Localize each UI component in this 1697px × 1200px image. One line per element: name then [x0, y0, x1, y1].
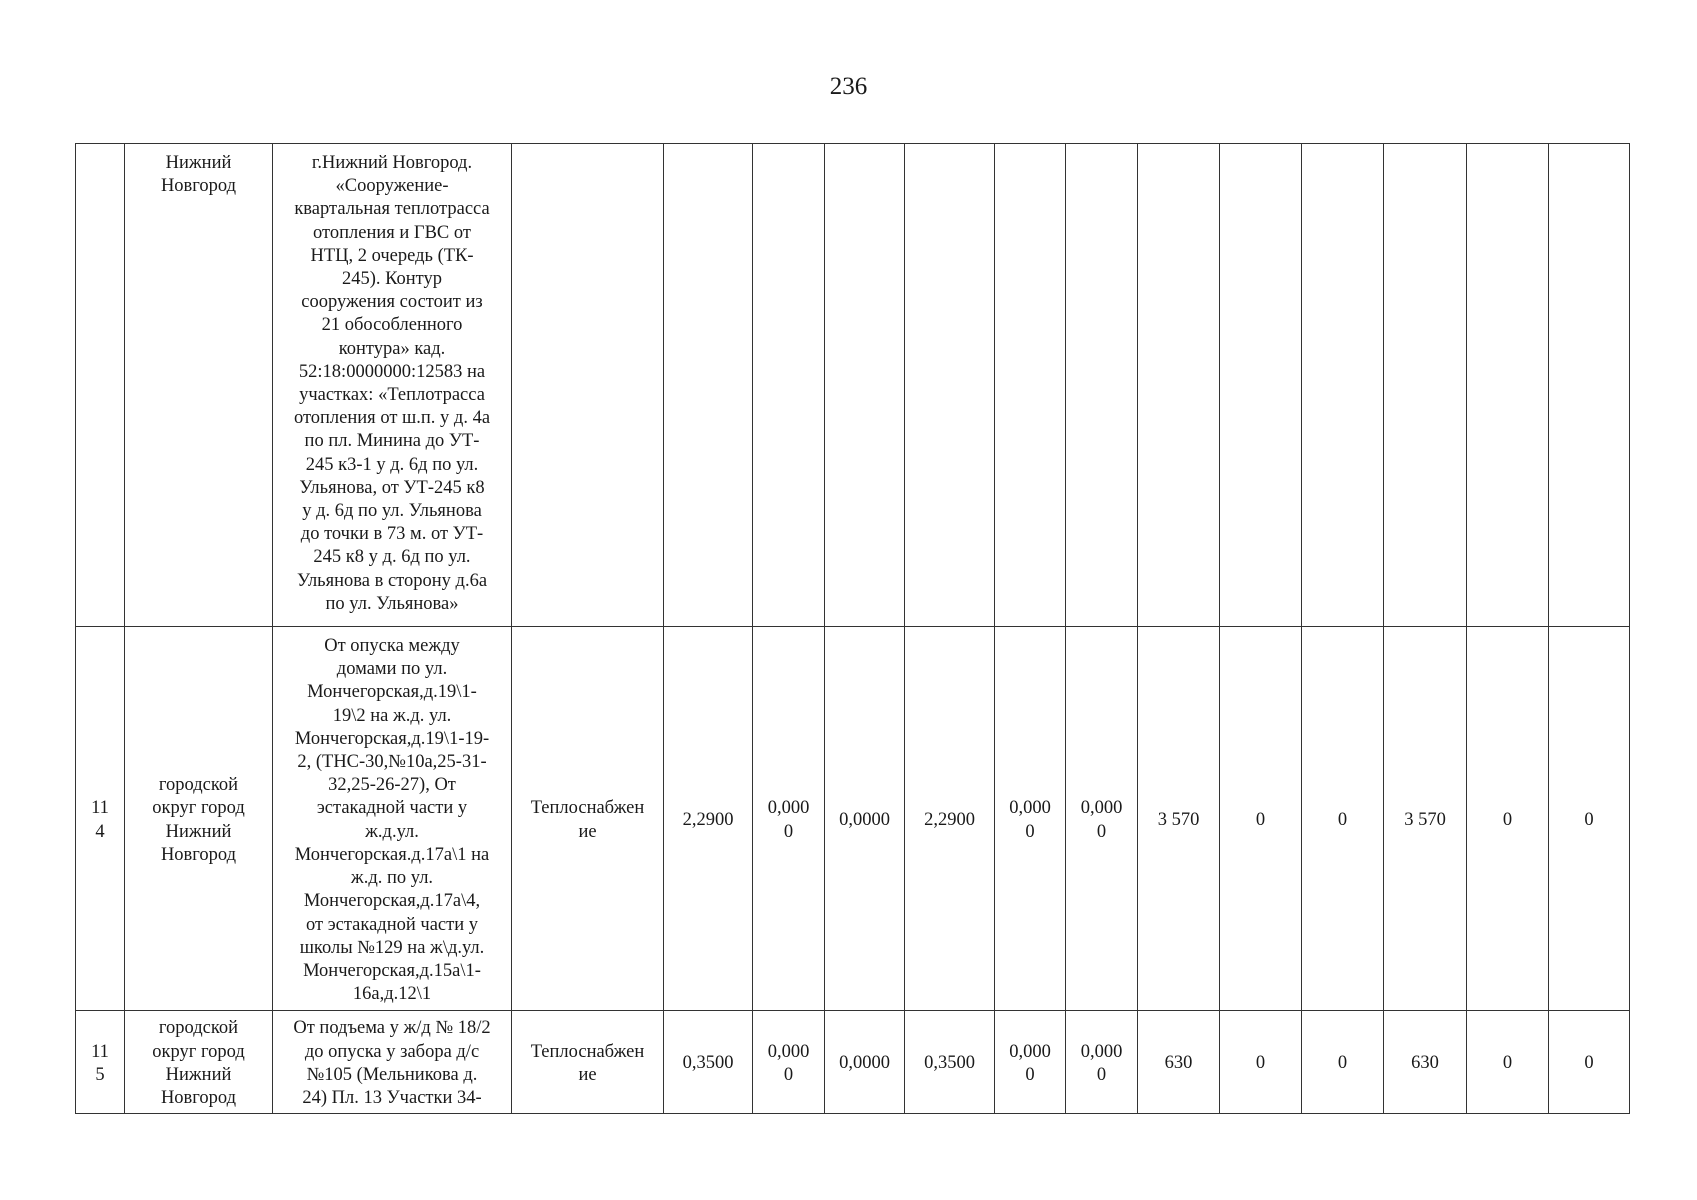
description-cell-line: до точки в 73 м. от УТ- — [300, 524, 484, 545]
value-cell — [753, 1011, 825, 1114]
value-cell-line: 0 — [1584, 810, 1594, 831]
value-cell — [995, 627, 1066, 1011]
value-cell — [1549, 627, 1630, 1011]
value-cell-line: 0 — [1337, 810, 1348, 831]
description-cell-line: г.Нижний Новгород. — [311, 153, 473, 173]
supply-type-cell — [512, 627, 664, 1011]
supply-type-cell — [512, 1011, 664, 1114]
value-cell — [1467, 627, 1549, 1011]
description-cell-line: контура» кад. — [338, 338, 446, 359]
description-cell-line: Мончегорская,д.19\1-19- — [294, 728, 490, 749]
value-cell-line: 0 — [1584, 1053, 1594, 1074]
description-cell-line: 245 к8 у д. 6д по ул. — [313, 547, 471, 568]
description-cell-line: по ул. Ульянова» — [325, 593, 459, 614]
value-cell — [1302, 144, 1384, 627]
municipality-cell — [125, 144, 273, 627]
value-cell — [1138, 627, 1220, 1011]
value-cell — [664, 627, 753, 1011]
value-cell-line: 2,2900 — [924, 810, 975, 831]
municipality-cell-line: Новгород — [160, 844, 237, 865]
table-row — [76, 144, 1630, 627]
value-cell — [825, 1011, 905, 1114]
description-cell-line: эстакадной части у — [316, 798, 468, 819]
description-cell-line: квартальная теплотрасса — [294, 199, 490, 220]
value-cell-line: 2,2900 — [682, 810, 734, 831]
value-cell-line: 630 — [1164, 1053, 1193, 1074]
data-table — [75, 143, 1630, 1114]
value-cell-line: 0 — [1025, 1064, 1035, 1085]
description-cell-line: по пл. Минина до УТ- — [304, 431, 480, 452]
description-cell-line: 21 обособленного — [321, 315, 463, 336]
description-cell — [273, 144, 512, 627]
row-number-cell — [76, 144, 125, 627]
description-cell-line: отопления от ш.п. у д. 4а — [293, 408, 491, 429]
value-cell-line: 630 — [1411, 1053, 1439, 1074]
value-cell-line: 0 — [1502, 810, 1513, 831]
value-cell-line: 0 — [783, 821, 794, 842]
municipality-cell-line: округ город — [152, 798, 245, 819]
value-cell-line: 0 — [1255, 1053, 1266, 1074]
description-cell-line: Мончегорская,д.15а\1- — [303, 960, 481, 981]
description-cell-line: «Сооружение- — [335, 176, 449, 197]
row-number-cell-line: 11 — [91, 1041, 109, 1062]
description-cell-line: домами по ул. — [336, 659, 448, 680]
value-cell — [905, 627, 995, 1011]
value-cell-line: 0,000 — [1080, 798, 1123, 819]
value-cell — [1220, 1011, 1302, 1114]
page-number: 236 — [829, 73, 868, 100]
description-cell-line: 19\2 на ж.д. ул. — [332, 705, 452, 726]
value-cell-line: 0,3500 — [682, 1053, 734, 1074]
description-cell-line: участках: «Теплотрасса — [299, 385, 485, 406]
value-cell — [1066, 627, 1138, 1011]
description-cell-line: НТЦ, 2 очередь (ТК- — [310, 245, 474, 266]
value-cell — [1467, 144, 1549, 627]
value-cell — [664, 144, 753, 627]
description-cell-line: Мончегорская.д.17а\1 на — [294, 844, 490, 865]
supply-type-cell-line: Теплоснабжен — [530, 1041, 645, 1062]
value-cell — [1220, 627, 1302, 1011]
description-cell-line: ж.д. по ул. — [350, 868, 434, 889]
description-cell-line: 245). Контур — [341, 269, 443, 290]
municipality-cell-line: округ город — [152, 1041, 245, 1062]
value-cell-line: 3 570 — [1404, 810, 1446, 831]
description-cell-line: Ульянова, от УТ-245 к8 — [299, 477, 485, 498]
value-cell-line: 0,000 — [767, 1041, 810, 1062]
description-cell-line: у д. 6д по ул. Ульянова — [302, 501, 482, 522]
value-cell — [1066, 144, 1138, 627]
value-cell-line: 3 570 — [1157, 810, 1200, 831]
description-cell-line: 16а,д.12\1 — [352, 984, 432, 1005]
value-cell — [1138, 1011, 1220, 1114]
value-cell-line: 0,000 — [767, 798, 810, 819]
description-cell-line: 52:18:0000000:12583 на — [298, 361, 486, 382]
value-cell — [1384, 627, 1467, 1011]
row-number-cell-line: 11 — [91, 798, 109, 819]
municipality-cell-line: городской — [158, 775, 239, 796]
table-row — [76, 1011, 1630, 1114]
description-cell-line: От опуска между — [324, 636, 460, 657]
municipality-cell-line: Нижний — [165, 1064, 232, 1085]
value-cell — [825, 144, 905, 627]
supply-type-cell-line: Теплоснабжен — [530, 798, 645, 819]
description-cell — [273, 1011, 512, 1114]
description-cell-line: 2, (ТНС-30,№10а,25-31- — [297, 752, 487, 773]
municipality-cell-line: Нижний — [165, 153, 232, 173]
municipality-cell-line: Нижний — [165, 821, 232, 842]
value-cell — [1138, 144, 1220, 627]
value-cell-line: 0,000 — [1080, 1041, 1123, 1062]
value-cell — [1549, 1011, 1630, 1114]
value-cell-line: 0,3500 — [924, 1053, 975, 1074]
value-cell-line: 0 — [783, 1064, 794, 1085]
description-cell-line: Мончегорская,д.17а\4, — [303, 891, 481, 912]
value-cell — [664, 1011, 753, 1114]
description-cell-line: 32,25-26-27), От — [328, 775, 456, 796]
value-cell-line: 0,0000 — [839, 1053, 890, 1074]
description-cell-line: ж.д.ул. — [365, 821, 419, 842]
value-cell — [905, 144, 995, 627]
value-cell-line: 0,000 — [1009, 798, 1051, 819]
value-cell-line: 0 — [1255, 810, 1266, 831]
description-cell-line: Ульянова в сторону д.6а — [296, 570, 488, 591]
value-cell-line: 0 — [1025, 821, 1035, 842]
municipality-cell — [125, 1011, 273, 1114]
description-cell-line: 24) Пл. 13 Участки 34- — [302, 1087, 482, 1108]
value-cell — [1384, 1011, 1467, 1114]
value-cell — [825, 627, 905, 1011]
municipality-cell — [125, 627, 273, 1011]
description-cell — [273, 627, 512, 1011]
value-cell — [1066, 1011, 1138, 1114]
row-number-cell — [76, 1011, 125, 1114]
row-number-cell-line: 4 — [95, 821, 105, 842]
supply-type-cell-line: ие — [578, 821, 597, 842]
description-cell-line: от эстакадной части у — [306, 914, 478, 935]
value-cell-line: 0 — [1096, 1064, 1107, 1085]
municipality-cell-line: Новгород — [160, 176, 237, 197]
municipality-cell-line: городской — [158, 1018, 239, 1039]
description-cell-line: От подъема у ж/д № 18/2 — [293, 1018, 491, 1039]
value-cell-line: 0 — [1096, 821, 1107, 842]
row-number-cell-line: 5 — [95, 1064, 105, 1085]
municipality-cell-line: Новгород — [160, 1087, 237, 1108]
value-cell — [995, 1011, 1066, 1114]
supply-type-cell — [512, 144, 664, 627]
description-cell-line: Мончегорская,д.19\1- — [307, 682, 477, 703]
description-cell-line: 245 к3-1 у д. 6д по ул. — [305, 454, 479, 475]
value-cell-line: 0 — [1502, 1053, 1513, 1074]
description-cell-line: школы №129 на ж\д.ул. — [299, 937, 485, 958]
value-cell — [753, 627, 825, 1011]
description-cell-line: до опуска у забора д/с — [304, 1041, 480, 1062]
value-cell — [1549, 144, 1630, 627]
value-cell-line: 0 — [1337, 1053, 1348, 1074]
value-cell-line: 0,0000 — [839, 810, 890, 831]
description-cell-line: сооружения состоит из — [301, 292, 483, 313]
value-cell-line: 0,000 — [1009, 1041, 1051, 1062]
value-cell — [1302, 627, 1384, 1011]
value-cell — [1220, 144, 1302, 627]
value-cell — [1302, 1011, 1384, 1114]
description-cell-line: №105 (Мельникова д. — [306, 1064, 478, 1085]
value-cell — [995, 144, 1066, 627]
description-cell-line: отопления и ГВС от — [313, 222, 471, 243]
row-number-cell — [76, 627, 125, 1011]
value-cell — [1384, 144, 1467, 627]
supply-type-cell-line: ие — [578, 1064, 597, 1085]
value-cell — [905, 1011, 995, 1114]
value-cell — [1467, 1011, 1549, 1114]
value-cell — [753, 144, 825, 627]
table-row — [76, 627, 1630, 1011]
